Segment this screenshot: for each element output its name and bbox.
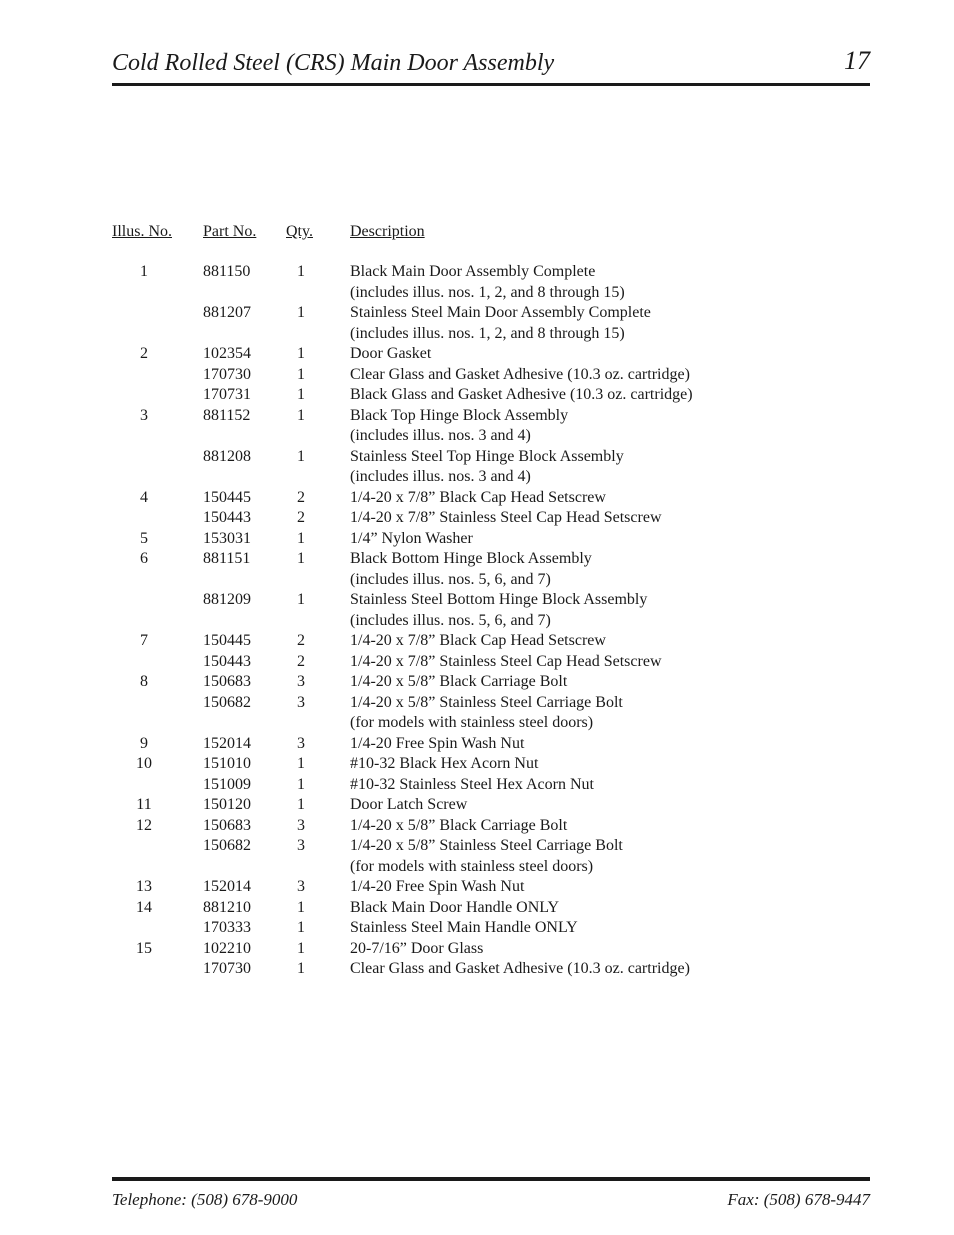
qty-cell: 1	[297, 263, 305, 280]
part-no-cell: 170730	[203, 960, 251, 977]
description-cell: #10-32 Black Hex Acorn Nut	[350, 755, 539, 772]
description-cell: Stainless Steel Top Hinge Block Assembly	[350, 447, 624, 465]
description-cell: 1/4-20 Free Spin Wash Nut	[350, 878, 525, 895]
description-cell: (includes illus. nos. 3 and 4)	[350, 468, 531, 485]
part-no-cell: 881210	[203, 898, 251, 916]
description-cell: 1/4-20 x 5/8” Stainless Steel Carriage Bolt	[350, 837, 623, 854]
qty-cell: 1	[297, 406, 305, 424]
description-cell: Black Main Door Assembly Complete	[350, 263, 596, 280]
illus-no-cell: 14	[136, 898, 152, 916]
description-cell: (includes illus. nos. 1, 2, and 8 through 15)	[350, 283, 625, 301]
footer-rule	[112, 1177, 870, 1181]
qty-cell: 1	[297, 304, 305, 321]
part-no-cell: 170730	[203, 365, 251, 383]
part-no-cell: 153031	[203, 529, 251, 547]
column-header-qty: Qty.	[286, 223, 313, 240]
page-number: 17	[844, 46, 870, 75]
qty-cell: 2	[297, 632, 305, 649]
description-cell: 1/4” Nylon Washer	[350, 529, 473, 547]
footer-fax: Fax: (508) 678-9447	[727, 1190, 870, 1209]
part-no-cell: 170731	[203, 386, 251, 403]
qty-cell: 1	[297, 550, 305, 567]
illus-no-cell: 10	[136, 755, 152, 772]
qty-cell: 1	[297, 529, 305, 547]
table-row	[112, 939, 812, 960]
illus-no-cell: 11	[136, 796, 152, 813]
illus-no-cell: 13	[136, 878, 152, 895]
part-no-cell: 152014	[203, 734, 251, 752]
table-row	[112, 447, 812, 468]
illus-no-cell: 15	[136, 939, 152, 957]
table-row	[112, 693, 812, 714]
table-row	[112, 734, 812, 755]
qty-cell: 2	[297, 652, 305, 670]
header-rule	[112, 83, 870, 86]
part-no-cell: 881207	[203, 304, 251, 321]
table-row	[112, 652, 812, 673]
table-row	[112, 385, 812, 406]
description-cell: 1/4-20 x 5/8” Black Carriage Bolt	[350, 816, 568, 834]
qty-cell: 1	[297, 775, 305, 793]
qty-cell: 3	[297, 837, 305, 854]
description-cell: (includes illus. nos. 5, 6, and 7)	[350, 611, 551, 629]
part-no-cell: 881208	[203, 447, 251, 465]
illus-no-cell: 3	[140, 406, 148, 424]
part-no-cell: 150682	[203, 837, 251, 854]
part-no-cell: 102354	[203, 345, 251, 362]
table-row	[112, 590, 812, 611]
qty-cell: 1	[297, 939, 305, 957]
table-row	[112, 795, 812, 816]
description-cell: Door Latch Screw	[350, 796, 468, 813]
description-cell: 1/4-20 x 7/8” Stainless Steel Cap Head Setscrew	[350, 652, 662, 670]
description-cell: Door Gasket	[350, 345, 432, 362]
description-cell: Black Top Hinge Block Assembly	[350, 406, 569, 424]
table-row	[112, 262, 812, 283]
table-row	[112, 549, 812, 570]
part-no-cell: 150443	[203, 652, 251, 670]
qty-cell: 1	[297, 755, 305, 772]
qty-cell: 1	[297, 365, 305, 383]
description-cell: (includes illus. nos. 5, 6, and 7)	[350, 570, 551, 588]
illus-no-cell: 6	[140, 550, 148, 567]
qty-cell: 1	[297, 898, 305, 916]
table-row	[112, 365, 812, 386]
part-no-cell: 170333	[203, 919, 251, 936]
description-cell: Black Bottom Hinge Block Assembly	[350, 550, 592, 567]
table-row	[112, 324, 812, 345]
table-row	[112, 344, 812, 365]
description-cell: Clear Glass and Gasket Adhesive (10.3 oz. cartridge)	[350, 365, 690, 383]
qty-cell: 2	[297, 509, 305, 526]
illus-no-cell: 9	[140, 734, 148, 752]
table-row	[112, 529, 812, 550]
table-row	[112, 426, 812, 447]
table-row	[112, 713, 812, 734]
description-cell: 1/4-20 x 5/8” Black Carriage Bolt	[350, 673, 568, 690]
qty-cell: 1	[297, 919, 305, 936]
description-cell: (for models with stainless steel doors)	[350, 857, 594, 875]
description-cell: 1/4-20 x 7/8” Black Cap Head Setscrew	[350, 632, 606, 649]
description-cell: Black Main Door Handle ONLY	[350, 898, 560, 916]
description-cell: Stainless Steel Main Handle ONLY	[350, 919, 578, 936]
illus-no-cell: 4	[140, 488, 148, 506]
table-row	[112, 877, 812, 898]
table-row	[112, 816, 812, 837]
table-row	[112, 857, 812, 878]
qty-cell: 1	[297, 386, 305, 403]
table-row	[112, 467, 812, 488]
part-no-cell: 151010	[203, 755, 251, 772]
illus-no-cell: 7	[140, 632, 148, 649]
column-header-description: Description	[350, 223, 425, 240]
description-cell: 20-7/16” Door Glass	[350, 939, 484, 957]
part-no-cell: 881150	[203, 263, 251, 280]
description-cell: 1/4-20 x 7/8” Stainless Steel Cap Head Setscrew	[350, 509, 662, 526]
description-cell: Stainless Steel Main Door Assembly Complete	[350, 304, 651, 321]
description-cell: (includes illus. nos. 1, 2, and 8 through 15)	[350, 324, 625, 342]
table-row	[112, 283, 812, 304]
part-no-cell: 152014	[203, 878, 251, 895]
qty-cell: 1	[297, 591, 305, 608]
description-cell: Black Glass and Gasket Adhesive (10.3 oz. cartridge)	[350, 386, 693, 403]
part-no-cell: 150445	[203, 488, 251, 506]
description-cell: Clear Glass and Gasket Adhesive (10.3 oz. cartridge)	[350, 960, 690, 977]
table-row	[112, 775, 812, 796]
qty-cell: 2	[297, 488, 305, 506]
part-no-cell: 881152	[203, 406, 251, 424]
table-row	[112, 406, 812, 427]
table-row	[112, 959, 812, 980]
illus-no-cell: 5	[140, 529, 148, 547]
table-row	[112, 570, 812, 591]
description-cell: 1/4-20 x 7/8” Black Cap Head Setscrew	[350, 488, 606, 506]
part-no-cell: 150683	[203, 673, 251, 690]
qty-cell: 3	[297, 816, 305, 834]
illus-no-cell: 8	[140, 673, 148, 690]
table-row	[112, 754, 812, 775]
part-no-cell: 150683	[203, 816, 251, 834]
column-header-part: Part No.	[203, 223, 257, 240]
qty-cell: 3	[297, 673, 305, 690]
table-row	[112, 631, 812, 652]
column-header-illus: Illus. No.	[112, 223, 172, 240]
table-row	[112, 918, 812, 939]
part-no-cell: 150443	[203, 509, 251, 526]
part-no-cell: 150682	[203, 693, 251, 711]
qty-cell: 3	[297, 878, 305, 895]
parts-table	[112, 222, 812, 980]
table-row	[112, 898, 812, 919]
qty-cell: 1	[297, 796, 305, 813]
illus-no-cell: 2	[140, 345, 148, 362]
table-row	[112, 611, 812, 632]
part-no-cell: 150445	[203, 632, 251, 649]
qty-cell: 3	[297, 693, 305, 711]
part-no-cell: 881151	[203, 550, 251, 567]
qty-cell: 1	[297, 960, 305, 977]
table-row	[112, 672, 812, 693]
description-cell: 1/4-20 x 5/8” Stainless Steel Carriage Bolt	[350, 693, 623, 711]
qty-cell: 1	[297, 345, 305, 362]
table-row	[112, 836, 812, 857]
part-no-cell: 102210	[203, 939, 251, 957]
description-cell: 1/4-20 Free Spin Wash Nut	[350, 734, 525, 752]
qty-cell: 3	[297, 734, 305, 752]
description-cell: (for models with stainless steel doors)	[350, 714, 594, 731]
page-title: Cold Rolled Steel (CRS) Main Door Assembly	[112, 50, 555, 76]
description-cell: #10-32 Stainless Steel Hex Acorn Nut	[350, 775, 594, 793]
illus-no-cell: 1	[140, 263, 148, 280]
description-cell: Stainless Steel Bottom Hinge Block Assembly	[350, 591, 648, 608]
part-no-cell: 151009	[203, 775, 251, 793]
description-cell: (includes illus. nos. 3 and 4)	[350, 427, 531, 444]
footer-telephone: Telephone: (508) 678-9000	[112, 1190, 298, 1209]
table-row	[112, 488, 812, 509]
illus-no-cell: 12	[136, 816, 152, 834]
part-no-cell: 881209	[203, 591, 251, 608]
qty-cell: 1	[297, 447, 305, 465]
part-no-cell: 150120	[203, 796, 251, 813]
table-row	[112, 508, 812, 529]
table-body	[112, 262, 812, 980]
table-header	[112, 222, 812, 262]
table-row	[112, 303, 812, 324]
